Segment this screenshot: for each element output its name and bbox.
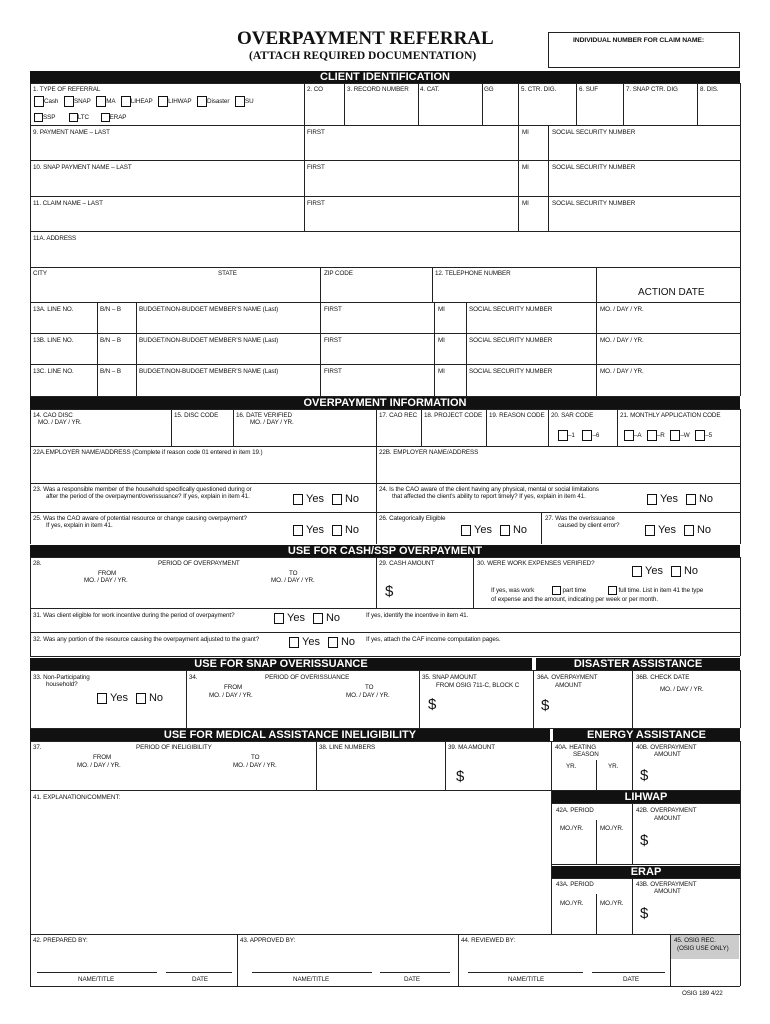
erap-header: ERAP [552, 866, 740, 878]
line-13a-label: 13A. LINE NO. [33, 306, 74, 313]
snap-dollar-sign: $ [428, 696, 437, 713]
erap-end-label: MO./YR. [600, 900, 624, 907]
cao-rec-label: 17. CAO REC [379, 412, 418, 419]
check-date-mdy-label: MO. / DAY / YR. [660, 686, 704, 693]
cash-dollar-sign: $ [385, 583, 394, 600]
suf-label: 6. SUF [579, 86, 598, 93]
employer-22b-label: 22B. EMPLOYER NAME/ADDRESS [379, 449, 479, 456]
record-number-label: 3. RECORD NUMBER [347, 86, 409, 93]
member-mi-label: MI [438, 306, 445, 313]
energy-overpayment-label: 40B. OVERPAYMENT [636, 744, 697, 751]
energy-amount-label: AMOUNT [654, 751, 681, 758]
approved-name-caption: NAME/TITLE [293, 976, 330, 983]
member-name-label: BUDGET/NON-BUDGET MEMBER’S NAME (Last) [139, 337, 279, 344]
monthly-app-code-label: 21. MONTHLY APPLICATION CODE [620, 412, 721, 419]
ma-to-label: TO [251, 754, 260, 761]
reviewed-name-caption: NAME/TITLE [508, 976, 545, 983]
line-13c-label: 13C. LINE NO. [33, 368, 74, 375]
snap-to-label: TO [365, 684, 374, 691]
q30-label: 30. WERE WORK EXPENSES VERIFIED? [477, 560, 595, 567]
bn-label: B/N – B [100, 337, 121, 344]
explanation-field[interactable] [34, 804, 548, 932]
heating-label: 40A. HEATING [555, 744, 597, 751]
q32-yes-checkbox[interactable] [289, 637, 299, 648]
snap-first-label: FIRST [307, 164, 325, 171]
q33-yes-checkbox[interactable] [97, 693, 107, 704]
claim-name-label: 11. CLAIM NAME – LAST [33, 200, 103, 207]
snap-ssn-label: SOCIAL SECURITY NUMBER [552, 164, 636, 171]
q32-label: 32. Was any portion of the resource causing the overpayment adjusted to the grant? [33, 636, 260, 643]
claim-ssn-label: SOCIAL SECURITY NUMBER [552, 200, 636, 207]
bn-label: B/N – B [100, 368, 121, 375]
erap-dollar-sign: $ [640, 905, 649, 922]
q23-line2: after the period of the overpayment/overissuance? If yes, explain in item 41. [46, 493, 250, 500]
snap-to-date-label: MO. / DAY / YR. [346, 692, 390, 699]
approved-date-caption: DATE [404, 976, 420, 983]
q27-yes-no[interactable]: Yes No [645, 524, 719, 537]
lihwap-dollar-sign: $ [640, 832, 649, 849]
line-numbers-label: 38. LINE NUMBERS [319, 744, 376, 751]
reviewed-date-caption: DATE [623, 976, 639, 983]
work-expense-note: of expense and the amount, indicating per week or per month. [491, 596, 658, 603]
member-date-label: MO. / DAY / YR. [600, 306, 644, 313]
q26-label: 26. Categorically Eligible [379, 515, 446, 522]
payment-mi-label: MI [522, 129, 529, 136]
overpayment-info-header: OVERPAYMENT INFORMATION [30, 397, 740, 409]
member-mi-label: MI [438, 368, 445, 375]
cao-disc-date-label: MO. / DAY / YR. [38, 419, 82, 426]
employer-22a-label: 22A.EMPLOYER NAME/ADDRESS (Complete if reason code 01 entered in item 19.) [33, 449, 263, 456]
q24-line2: that affected the client’s ability to report timely? If yes, explain in item 41. [392, 493, 586, 500]
co-label: 2. CO [307, 86, 323, 93]
prepared-name-caption: NAME/TITLE [78, 976, 115, 983]
q33-yes-no[interactable]: Yes No [97, 692, 171, 705]
member-mi-label: MI [438, 337, 445, 344]
prepared-date-caption: DATE [192, 976, 208, 983]
q33-no-checkbox[interactable] [136, 693, 146, 704]
mac-a-checkbox[interactable] [624, 430, 634, 441]
monthly-app-options[interactable]: –A –R –W –5 [624, 430, 712, 442]
work-type-row[interactable]: If yes, was work part time full time. List in item 41 the type [491, 587, 704, 595]
snap-amount-label: 35. SNAP AMOUNT [422, 674, 477, 681]
form-number: OSIG 189 4/22 [682, 990, 723, 997]
snap-payment-name-label: 10. SNAP PAYMENT NAME – LAST [33, 164, 132, 171]
date-verified-label: 16. DATE VERIFIED [236, 412, 292, 419]
lihwap-start-label: MO./YR. [560, 825, 584, 832]
telephone-label: 12. TELEPHONE NUMBER [435, 270, 511, 277]
energy-dollar-sign: $ [640, 767, 649, 784]
energy-header: ENERGY ASSISTANCE [553, 729, 740, 741]
member-date-label: MO. / DAY / YR. [600, 368, 644, 375]
payment-ssn-label: SOCIAL SECURITY NUMBER [552, 129, 636, 136]
q27-line2: caused by client error? [558, 522, 620, 529]
snap-from-label: FROM [224, 684, 243, 691]
snap-amount-source-label: FROM OSIG 711-C, BLOCK C [436, 682, 520, 689]
mac-r-checkbox[interactable] [647, 430, 657, 441]
ctr-dig-label: 5. CTR. DIG. [521, 86, 557, 93]
q25-line1: 25. Was the CAO aware of potential resource or change causing overpayment? [33, 515, 247, 522]
erap-period-label: 43A. PERIOD [556, 881, 594, 888]
erap-start-label: MO./YR. [560, 900, 584, 907]
client-identification-header: CLIENT IDENTIFICATION [30, 71, 740, 83]
member-first-label: FIRST [324, 337, 342, 344]
reviewed-by-label: 44. REVIEWED BY: [461, 937, 516, 944]
q24-line1: 24. Is the CAO aware of the client having any physical, mental or social limitations [379, 486, 599, 493]
cash-ssp-header: USE FOR CASH/SSP OVERPAYMENT [30, 545, 740, 557]
ma-from-date-label: MO. / DAY / YR. [77, 762, 121, 769]
sar-1-checkbox[interactable] [558, 430, 568, 441]
q25-line2: If yes, explain in item 41. [46, 522, 113, 529]
q26-yes-no[interactable]: Yes No [461, 524, 535, 537]
period-overpayment-label: PERIOD OF OVERPAYMENT [158, 560, 240, 567]
full-time-checkbox[interactable] [608, 586, 617, 595]
period-ineligibility-label: PERIOD OF INELIGIBILITY [136, 744, 212, 751]
q31-no-checkbox[interactable] [313, 613, 323, 624]
mac-5-checkbox[interactable] [695, 430, 705, 441]
member-name-label: BUDGET/NON-BUDGET MEMBER’S NAME (Last) [139, 368, 279, 375]
ma-from-label: FROM [93, 754, 112, 761]
dis-label: 8. DIS. [700, 86, 719, 93]
q30-yes-checkbox[interactable] [632, 566, 642, 577]
form-subtitle: (ATTACH REQUIRED DOCUMENTATION) [249, 50, 477, 62]
member-ssn-label: SOCIAL SECURITY NUMBER [469, 306, 553, 313]
type-of-referral-label: 1. TYPE OF REFERRAL [33, 86, 101, 93]
member-date-label: MO. / DAY / YR. [600, 337, 644, 344]
q37-label: 37. [33, 744, 42, 751]
cao-disc-label: 14. CAO DISC [33, 412, 73, 419]
date-verified-mdy-label: MO. / DAY / YR. [250, 419, 294, 426]
su-checkbox[interactable] [235, 96, 245, 107]
q26-no-checkbox[interactable] [500, 525, 510, 536]
action-date-label: ACTION DATE [638, 287, 705, 298]
snap-from-date-label: MO. / DAY / YR. [209, 692, 253, 699]
medical-header: USE FOR MEDICAL ASSISTANCE INELIGIBILITY [30, 729, 550, 741]
address-label: 11A. ADDRESS [33, 235, 77, 242]
approved-by-label: 43. APPROVED BY: [240, 937, 296, 944]
disaster-checkbox[interactable] [197, 96, 207, 107]
lihwap-end-label: MO./YR. [600, 825, 624, 832]
cash-amount-label: 29. CASH AMOUNT [379, 560, 435, 567]
q27-line1: 27. Was the overissuance [545, 515, 615, 522]
q30-no-checkbox[interactable] [671, 566, 681, 577]
referral-types-row2[interactable]: SSP LTC ERAP [34, 113, 126, 123]
zip-label: ZIP CODE [324, 270, 353, 277]
part-time-checkbox[interactable] [552, 586, 561, 595]
lihwap-period-label: 42A. PERIOD [556, 807, 594, 814]
q23-no-checkbox[interactable] [332, 494, 342, 505]
q27-yes-checkbox[interactable] [645, 525, 655, 536]
erap-overpayment-label: 43B. OVERPAYMENT [636, 881, 697, 888]
payment-name-label: 9. PAYMENT NAME – LAST [33, 129, 110, 136]
cash-to-date-label: MO. / DAY / YR. [271, 577, 315, 584]
erap-checkbox[interactable] [101, 113, 110, 122]
ma-dollar-sign: $ [456, 768, 465, 785]
explanation-label: 41. EXPLANATION/COMMENT: [33, 794, 121, 801]
q23-line1: 23. Was a responsible member of the household specifically questioned during or [33, 486, 252, 493]
disaster-overpayment-label: 36A. OVERPAYMENT [537, 674, 598, 681]
q23-yes-no[interactable]: Yes No [293, 493, 367, 506]
cash-to-label: TO [289, 570, 298, 577]
sar-code-options[interactable]: –1 –6 [558, 430, 599, 442]
ma-amount-label: 39. MA AMOUNT [448, 744, 495, 751]
q25-no-checkbox[interactable] [332, 525, 342, 536]
member-first-label: FIRST [324, 368, 342, 375]
q24-yes-no[interactable]: Yes No [647, 493, 721, 506]
cat-label: 4. CAT. [420, 86, 440, 93]
erap-amount-label: AMOUNT [654, 888, 681, 895]
q24-no-checkbox[interactable] [686, 494, 696, 505]
ltc-checkbox[interactable] [69, 113, 78, 122]
prepared-by-label: 42. PREPARED BY: [33, 937, 88, 944]
sar-code-label: 20. SAR CODE [551, 412, 594, 419]
form-title: OVERPAYMENT REFERRAL [237, 28, 494, 49]
q34-label: 34. [189, 674, 198, 681]
q32-yes-no[interactable]: Yes No [289, 636, 363, 649]
city-label: CITY [33, 270, 47, 277]
q27-no-checkbox[interactable] [684, 525, 694, 536]
q28-label: 28. [33, 560, 42, 567]
claim-first-label: FIRST [307, 200, 325, 207]
line-13b-label: 13B. LINE NO. [33, 337, 74, 344]
member-first-label: FIRST [324, 306, 342, 313]
q31-label: 31. Was client eligible for work incentive during the period of overpayment? [33, 612, 235, 619]
osig-use-only-label: (OSIG USE ONLY) [677, 945, 729, 952]
disaster-dollar-sign: $ [541, 697, 550, 714]
mac-w-checkbox[interactable] [670, 430, 680, 441]
lihwap-overpayment-label: 42B. OVERPAYMENT [636, 807, 697, 814]
member-name-label: BUDGET/NON-BUDGET MEMBER’S NAME (Last) [139, 306, 279, 313]
q26-yes-checkbox[interactable] [461, 525, 471, 536]
bn-label: B/N – B [100, 306, 121, 313]
snap-mi-label: MI [522, 164, 529, 171]
q24-yes-checkbox[interactable] [647, 494, 657, 505]
season-yr-end: YR. [608, 763, 619, 770]
state-label: STATE [218, 270, 237, 277]
member-ssn-label: SOCIAL SECURITY NUMBER [469, 337, 553, 344]
liheap-checkbox[interactable] [121, 96, 131, 107]
snap-header: USE FOR SNAP OVERISSUANCE [30, 658, 532, 670]
q23-yes-checkbox[interactable] [293, 494, 303, 505]
disc-code-label: 15. DISC CODE [174, 412, 219, 419]
osig-rec-label: 45. OSIG REC. [674, 937, 716, 944]
member-ssn-label: SOCIAL SECURITY NUMBER [469, 368, 553, 375]
ma-to-date-label: MO. / DAY / YR. [233, 762, 277, 769]
project-code-label: 18. PROJECT CODE [424, 412, 483, 419]
q33-line2: household? [46, 681, 78, 688]
q31-yes-checkbox[interactable] [274, 613, 284, 624]
cash-checkbox[interactable] [34, 96, 44, 107]
lihwap-amount-label: AMOUNT [654, 815, 681, 822]
snap-checkbox[interactable] [64, 96, 74, 107]
reason-code-label: 19. REASON CODE [489, 412, 545, 419]
q25-yes-checkbox[interactable] [293, 525, 303, 536]
q31-yes-no[interactable]: Yes No [274, 612, 348, 625]
disaster-header: DISASTER ASSISTANCE [536, 658, 740, 670]
q32-no-checkbox[interactable] [328, 637, 338, 648]
season-yr-start: YR. [566, 763, 577, 770]
cash-from-label: FROM [98, 570, 117, 577]
payment-first-label: FIRST [307, 129, 325, 136]
lihwap-checkbox[interactable] [158, 96, 168, 107]
period-overissuance-label: PERIOD OF OVERISSUANCE [265, 674, 350, 681]
ma-checkbox[interactable] [96, 96, 106, 107]
snap-ctr-dig-label: 7. SNAP CTR. DIG [626, 86, 678, 93]
q30-yes-no[interactable]: Yes No [632, 565, 706, 578]
cash-from-date-label: MO. / DAY / YR. [84, 577, 128, 584]
q31-note: If yes, identify the incentive in item 41. [366, 612, 469, 619]
heating-season-label: SEASON [573, 751, 599, 758]
q33-line1: 33. Non-Participating [33, 674, 90, 681]
disaster-amount-label: AMOUNT [555, 682, 582, 689]
q32-note: If yes, attach the CAF income computation pages. [366, 636, 501, 643]
lihwap-header: LIHWAP [552, 791, 740, 803]
claim-mi-label: MI [522, 200, 529, 207]
ssp-checkbox[interactable] [34, 113, 43, 122]
referral-types-row1[interactable]: Cash SNAP MA LIHEAP LIHWAP Disaster SU [34, 96, 254, 107]
gg-label: GG [484, 86, 494, 93]
check-date-label: 36B. CHECK DATE [636, 674, 690, 681]
sar-6-checkbox[interactable] [582, 430, 592, 441]
q25-yes-no[interactable]: Yes No [293, 524, 367, 537]
individual-number-box[interactable]: INDIVIDUAL NUMBER FOR CLAIM NAME: [548, 32, 740, 68]
